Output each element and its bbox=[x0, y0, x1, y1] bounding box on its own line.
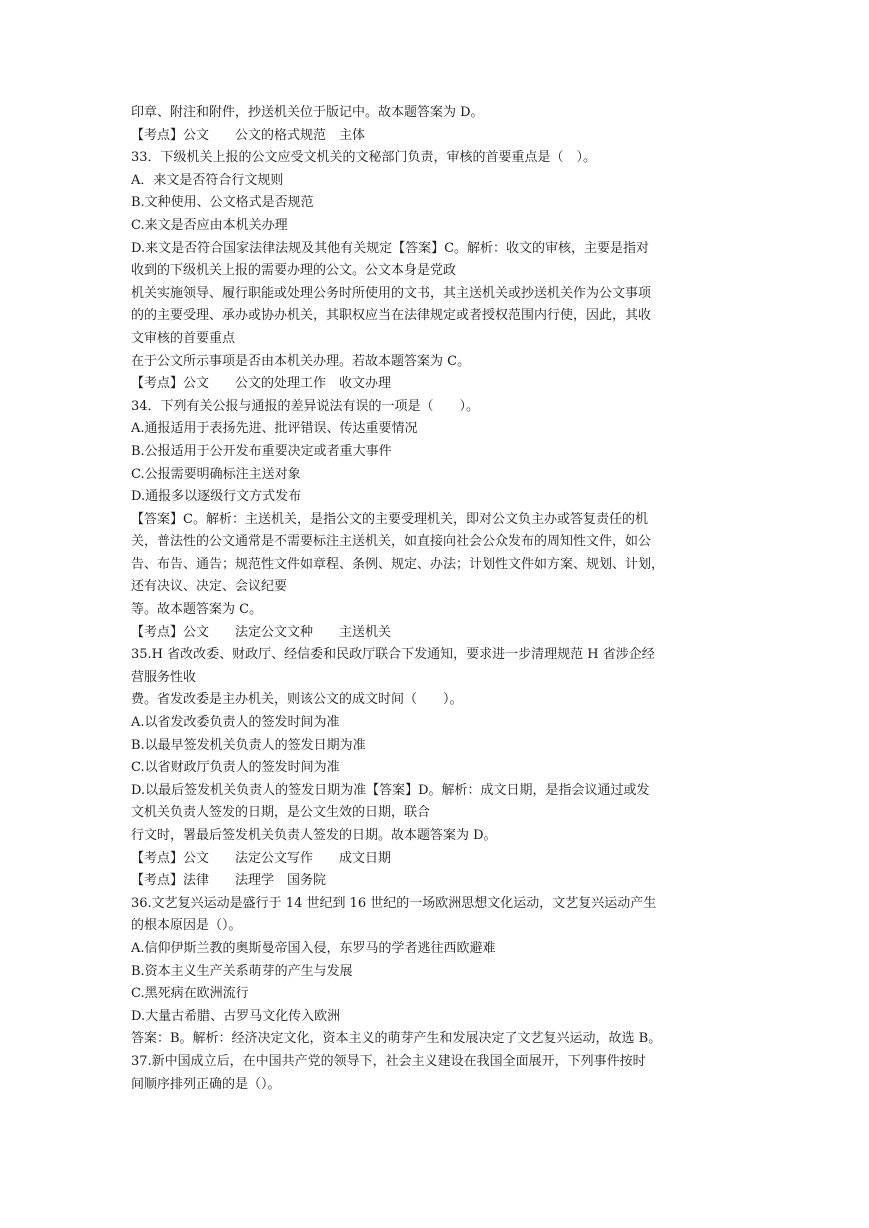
text-line: 行文时，署最后签发机关负责人签发的日期。故本题答案为 D。 bbox=[131, 828, 497, 843]
text-line: C.黑死病在欧洲流行 bbox=[131, 986, 249, 1002]
text-line: C.以省财政厅负责人的签发时间为准 bbox=[131, 760, 340, 776]
text-line: 的的主要受理、承办或协办机关，其职权应当在法律规定或者授权范围内行使，因此，其收 bbox=[131, 308, 652, 324]
text-line: 【考点】公文 公文的格式规范 主体 bbox=[131, 127, 366, 143]
text-line: A.以省发改委负责人的签发时间为准 bbox=[131, 715, 340, 731]
text-line: 印章、附注和附件，抄送机关位于版记中。故本题答案为 D。 bbox=[131, 105, 484, 120]
text-line: C.公报需要明确标注主送对象 bbox=[131, 466, 301, 482]
text-line: B.公报适用于公开发布重要决定或者重大事件 bbox=[131, 443, 392, 459]
text-line: 答案：B。解析：经济决定文化，资本主义的萌芽产生和发展决定了文艺复兴运动，故选 B。 bbox=[131, 1031, 662, 1047]
text-line: 文审核的首要重点 bbox=[131, 330, 236, 346]
document-body bbox=[131, 102, 741, 1096]
text-line: B.以最早签发机关负责人的签发日期为准 bbox=[131, 737, 366, 753]
text-line: D.通报多以逐级行文方式发布 bbox=[131, 489, 302, 505]
text-line: 在于公文所示事项是否由本机关办理。若故本题答案为 C。 bbox=[131, 353, 471, 369]
text-line: 37.新中国成立后，在中国共产党的领导下，社会主义建设在我国全面展开，下列事件按时 bbox=[131, 1053, 646, 1069]
text-line: 费。省发改委是主办机关，则该公文的成文时间（ ）。 bbox=[131, 692, 463, 708]
text-line: D.大量古希腊、古罗马文化传入欧洲 bbox=[131, 1008, 341, 1024]
text-line: D.以最后签发机关负责人的签发日期为准【答案】D。解析：成文日期，是指会议通过或发 bbox=[131, 782, 650, 798]
text-line: 营服务性收 bbox=[131, 669, 197, 685]
text-line: A.通报适用于表扬先进、批评错误、传达重要情况 bbox=[131, 421, 418, 437]
text-line: 【考点】公文 公文的处理工作 收文办理 bbox=[131, 376, 392, 392]
text-line: 收到的下级机关上报的需要办理的公文。公文本身是党政 bbox=[131, 263, 457, 279]
text-line: 文机关负责人签发的日期，是公文生效的日期，联合 bbox=[131, 805, 431, 821]
text-line: 【考点】公文 法定公文写作 成文日期 bbox=[131, 850, 392, 866]
text-line: B.资本主义生产关系萌芽的产生与发展 bbox=[131, 963, 353, 979]
text-line: 【答案】C。解析：主送机关，是指公文的主要受理机关，即对公文负主办或答复责任的机 bbox=[131, 511, 648, 527]
text-line: 关，普法性的公文通常是不需要标注主送机关，如直接向社会公众发布的周知性文件，如公 bbox=[131, 534, 652, 550]
text-line: 的根本原因是（）。 bbox=[131, 918, 242, 934]
text-line: 还有决议、决定、会议纪要 bbox=[131, 579, 288, 595]
text-line: 等。故本题答案为 C。 bbox=[131, 602, 263, 618]
text-line: 告、布告、通告；规范性文件如章程、条例、规定、办法；计划性文件如方案、规划、计划， bbox=[131, 556, 665, 572]
text-line: 机关实施领导、履行职能或处理公务时所使用的文书，其主送机关或抄送机关作为公文事项 bbox=[131, 285, 652, 301]
text-line: D.来文是否符合国家法律法规及其他有关规定【答案】C。解析：收文的审核，主要是指对 bbox=[131, 240, 650, 256]
text-line: 33．下级机关上报的公文应受文机关的文秘部门负责，审核的首要重点是（ ）。 bbox=[131, 150, 597, 166]
text-line: 间顺序排列正确的是（）。 bbox=[131, 1076, 281, 1092]
text-line: 36.文艺复兴运动是盛行于 14 世纪到 16 世纪的一场欧洲思想文化运动，文艺复兴运动产生 bbox=[131, 895, 657, 911]
text-line: 【考点】公文 法定公文文种 主送机关 bbox=[131, 624, 392, 640]
text-line: A．来文是否符合行文规则 bbox=[131, 172, 284, 188]
text-line: B.文种使用、公文格式是否规范 bbox=[131, 195, 314, 211]
text-line: 35.H 省改改委、财政厅、经信委和民政厅联合下发通知，要求进一步清理规范 H 省涉企经 bbox=[131, 647, 655, 663]
text-line: C.来文是否应由本机关办理 bbox=[131, 217, 288, 233]
text-line: A.信仰伊斯兰教的奥斯曼帝国入侵，东罗马的学者逃往西欧避难 bbox=[131, 940, 496, 956]
text-line: 【考点】法律 法理学 国务院 bbox=[131, 873, 327, 889]
text-line: 34．下列有关公报与通报的差异说法有误的一项是（ ）。 bbox=[131, 398, 480, 414]
